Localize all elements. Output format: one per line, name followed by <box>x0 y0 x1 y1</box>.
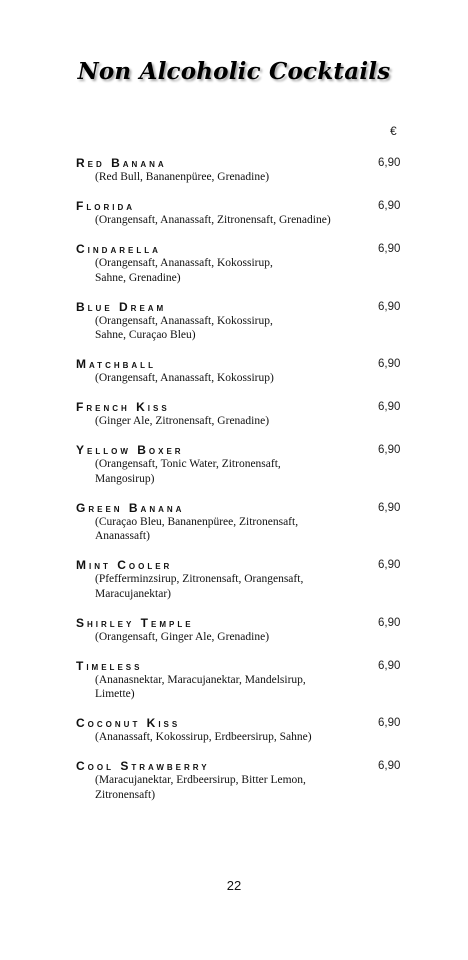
item-price: 6,90 <box>378 659 401 672</box>
menu-item <box>76 501 406 544</box>
item-price: 6,90 <box>378 616 401 629</box>
item-price: 6,90 <box>378 501 401 514</box>
item-ingredients: (Red Bull, Bananenpüree, Grenadine) <box>95 171 270 183</box>
item-ingredients: (Orangensaft, Ananassaft, Zitronensaft, Grenadine) <box>95 214 331 226</box>
item-name: Cool Strawberry <box>76 759 210 773</box>
item-name: Coconut Kiss <box>76 716 181 730</box>
item-price: 6,90 <box>378 300 401 313</box>
item-price: 6,90 <box>378 717 401 729</box>
item-price: 6,90 <box>378 559 401 571</box>
menu-item <box>76 242 406 285</box>
item-price: 6,90 <box>378 444 401 456</box>
menu-item <box>76 659 406 702</box>
item-price: 6,90 <box>378 157 401 169</box>
menu-item <box>76 357 406 386</box>
menu-item <box>76 443 406 486</box>
currency-symbol: € <box>390 124 397 138</box>
item-name: Timeless <box>76 658 143 673</box>
item-ingredients: (Orangensaft, Tonic Water, Zitronensaft, Mangosirup) <box>95 458 281 485</box>
item-ingredients: (Ananasnektar, Maracujanektar, Mandelsirup, Limette) <box>95 673 306 700</box>
item-name: French Kiss <box>76 400 170 414</box>
item-ingredients: (Curaçao Bleu, Bananenpüree, Zitronensaft, Ananassaft) <box>95 515 299 542</box>
item-ingredients: (Maracujanektar, Erdbeersirup, Bitter Lemon, Zitronensaft) <box>95 774 306 801</box>
item-name: Mint Cooler <box>76 558 173 572</box>
item-price: 6,90 <box>378 401 401 413</box>
item-name: Green Banana <box>76 500 185 515</box>
page-number: 22 <box>226 878 242 893</box>
item-name: Matchball <box>76 357 156 371</box>
item-name: Cindarella <box>76 242 161 256</box>
item-ingredients: (Ananassaft, Kokossirup, Erdbeersirup, Sahne) <box>95 731 312 743</box>
page-title: Non Alcoholic Cocktails <box>77 58 391 85</box>
item-price: 6,90 <box>378 760 401 772</box>
item-ingredients: (Ginger Ale, Zitronensaft, Grenadine) <box>95 415 270 427</box>
item-name: Yellow Boxer <box>76 443 184 457</box>
menu-item <box>76 616 406 645</box>
item-price: 6,90 <box>378 358 401 370</box>
menu-item <box>76 300 406 343</box>
item-price: 6,90 <box>378 243 401 255</box>
item-ingredients: (Orangensaft, Ananassaft, Kokossirup, Sahne, Grenadine) <box>95 257 273 284</box>
menu-item <box>76 400 406 429</box>
item-ingredients: (Orangensaft, Ananassaft, Kokossirup) <box>95 372 274 384</box>
menu-item <box>76 716 406 745</box>
menu-item <box>76 558 406 601</box>
menu-item <box>76 199 406 228</box>
menu-item <box>76 759 406 802</box>
item-ingredients: (Orangensaft, Ananassaft, Kokossirup, Sahne, Curaçao Bleu) <box>95 314 273 341</box>
item-ingredients: (Pfefferminzsirup, Zitronensaft, Orangensaft, Maracujanektar) <box>95 573 304 600</box>
item-name: Shirley Temple <box>76 615 194 630</box>
cocktail-list <box>76 156 406 817</box>
item-name: Blue Dream <box>76 299 167 314</box>
item-name: Red Banana <box>76 156 167 170</box>
item-name: Florida <box>76 199 135 213</box>
menu-item <box>76 156 406 185</box>
item-ingredients: (Orangensaft, Ginger Ale, Grenadine) <box>95 630 270 643</box>
item-price: 6,90 <box>378 200 401 212</box>
